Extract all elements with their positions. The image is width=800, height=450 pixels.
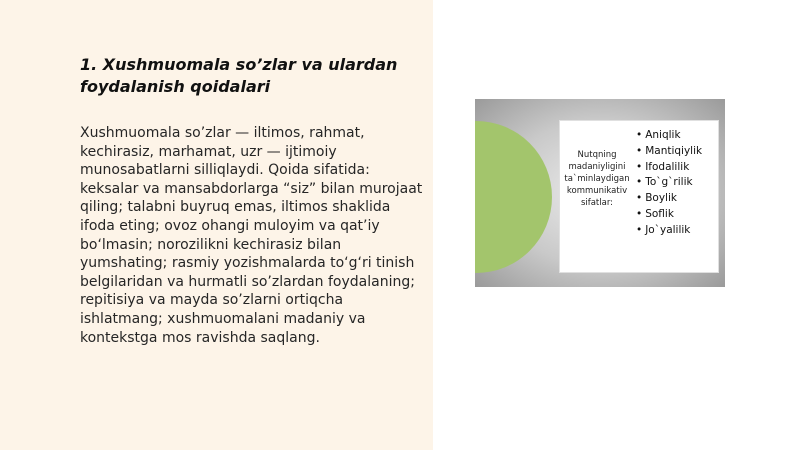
communicative-qualities-diagram — [475, 99, 725, 287]
quality-item: • Boylik — [636, 191, 702, 207]
quality-item: • Mantiqiylik — [636, 144, 702, 160]
quality-item: • Aniqlik — [636, 128, 702, 144]
quality-item: • To`g`rilik — [636, 175, 702, 191]
quality-item: • Ifodalilik — [636, 160, 702, 176]
slide-body-text: Xushmuomala so’zlar — iltimos, rahmat, kechirasiz, marhamat, uzr — ijtimoiy munosabatlarni silliqlaydi. Qoida sifatida: keksalar va mansabdorlarga “siz” bilan murojaat qiling; talabni buyruq emas, iltimos shaklida ifoda eting; ovoz ohangi muloyim va qat’iy bo‘lmasin; norozilikni kechirasiz bilan yumshating; rasmiy yozishmalarda to‘g‘ri tinish belgilaridan va hurmatli so’zlardan foydalaning; repitisiya va mayda so’zlarni ortiqcha ishlatmang; xushmuomalani madaniy va kontekstga mos ravishda saqlang. — [80, 125, 423, 346]
quality-item: • Jo`yalilik — [636, 223, 702, 239]
qualities-list — [636, 128, 702, 239]
quality-item: • Soflik — [636, 207, 702, 223]
green-half-circle — [475, 121, 552, 273]
slide-title: 1. Xushmuomala so’zlar va ulardan foydalanish qoidalari — [80, 55, 398, 96]
diagram-panel — [559, 120, 719, 273]
diagram-center-label: Nutqning madaniyligini ta`minlaydigan kommunikativ sifatlar: — [564, 150, 630, 208]
